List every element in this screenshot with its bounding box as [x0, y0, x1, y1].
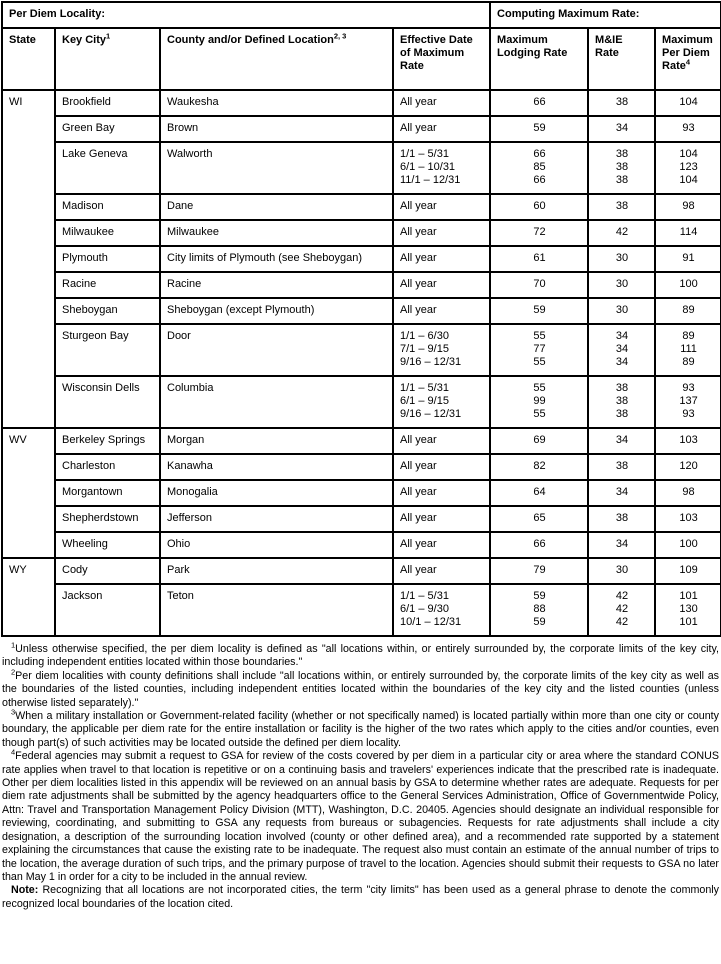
- note-label: Note:: [11, 884, 39, 897]
- effective-date-cell: [393, 480, 490, 506]
- key-city-cell: Brookfield: [55, 90, 160, 116]
- mie-rate-cell: [588, 558, 655, 584]
- lodging-rate-cell: [490, 480, 588, 506]
- per-diem-rate-cell-line: 104: [679, 148, 698, 160]
- county-cell: Waukesha: [160, 90, 393, 116]
- per-diem-rate-cell: [655, 142, 721, 194]
- county-cell: City limits of Plymouth (see Sheboygan): [160, 246, 393, 272]
- footnote-text: Per diem localities with county definitions shall include "all locations within, or entirely surrounded by, the corporate limits of the key city as well as the boundaries of the listed counties, including independent entities located within the boundaries of the key city and the listed counties (unless otherwise listed separately).": [2, 669, 719, 709]
- lodging-rate-cell-line: 60: [533, 200, 546, 212]
- lodging-rate-cell: [490, 376, 588, 428]
- column-header-max-per-diem: [655, 28, 721, 90]
- mie-rate-cell-line: 42: [615, 616, 629, 628]
- effective-date-cell-line: 1/1 – 5/31: [400, 382, 449, 394]
- county-cell: Columbia: [160, 376, 393, 428]
- document-page: [0, 1, 721, 964]
- effective-date-cell-line: All year: [400, 512, 437, 524]
- per-diem-rate-cell-line: 111: [680, 343, 697, 355]
- column-header-county: [160, 28, 393, 90]
- effective-date-cell-line: All year: [400, 564, 437, 576]
- lodging-rate-cell-line: 72: [533, 226, 546, 238]
- lodging-rate-cell-line: 66: [533, 148, 546, 160]
- county-cell: Sheboygan (except Plymouth): [160, 298, 393, 324]
- table-row: [2, 246, 721, 272]
- lodging-rate-cell: [490, 506, 588, 532]
- mie-rate-cell-line: 34: [615, 538, 629, 550]
- lodging-rate-cell-line: 88: [533, 603, 546, 615]
- per-diem-rate-cell-line: 100: [679, 278, 698, 290]
- mie-rate-cell-line: 34: [615, 486, 629, 498]
- per-diem-rate-cell: [655, 246, 721, 272]
- lodging-rate-cell-line: 65: [533, 512, 546, 524]
- effective-date-cell: [393, 324, 490, 376]
- table-row: [2, 116, 721, 142]
- note-paragraph: [2, 884, 719, 911]
- per-diem-rate-cell: [655, 376, 721, 428]
- lodging-rate-cell-line: 70: [533, 278, 546, 290]
- effective-date-cell-line: 6/1 – 10/31: [400, 161, 456, 173]
- effective-date-cell-line: 6/1 – 9/30: [400, 603, 449, 615]
- mie-rate-cell: [588, 532, 655, 558]
- effective-date-cell-line: All year: [400, 538, 437, 550]
- effective-date-cell-line: 6/1 – 9/15: [400, 395, 449, 407]
- mie-rate-cell-line: 38: [615, 408, 629, 420]
- lodging-rate-cell: [490, 454, 588, 480]
- mie-rate-cell: [588, 116, 655, 142]
- mie-rate-cell-line: 30: [615, 564, 629, 576]
- per-diem-rate-cell: [655, 428, 721, 454]
- per-diem-rate-cell-line: 98: [682, 200, 695, 212]
- table-header: [2, 2, 721, 90]
- per-diem-rate-cell-line: 100: [679, 538, 698, 550]
- table-body: [2, 90, 721, 636]
- effective-date-cell-line: 1/1 – 5/31: [400, 148, 449, 160]
- per-diem-rate-cell: [655, 558, 721, 584]
- key-city-cell: Sturgeon Bay: [55, 324, 160, 376]
- state-cell: WV: [2, 428, 55, 558]
- county-cell: Ohio: [160, 532, 393, 558]
- per-diem-rate-cell: [655, 506, 721, 532]
- county-cell: Brown: [160, 116, 393, 142]
- per-diem-rate-cell: [655, 220, 721, 246]
- mie-rate-cell-line: 38: [615, 161, 629, 173]
- per-diem-rate-cell: [655, 584, 721, 636]
- lodging-rate-cell: [490, 558, 588, 584]
- table-row: [2, 532, 721, 558]
- column-header-label: Maximum Per Diem Rate: [662, 34, 713, 72]
- mie-rate-cell: [588, 428, 655, 454]
- key-city-cell: Wheeling: [55, 532, 160, 558]
- per-diem-rate-cell: [655, 298, 721, 324]
- per-diem-rate-cell-line: 89: [682, 304, 695, 316]
- table-row: [2, 298, 721, 324]
- per-diem-rate-cell: [655, 454, 721, 480]
- computing-maximum-rate-header: Computing Maximum Rate:: [490, 2, 721, 28]
- per-diem-rate-cell: [655, 480, 721, 506]
- effective-date-cell-line: 1/1 – 5/31: [400, 590, 449, 602]
- lodging-rate-cell-line: 82: [533, 460, 546, 472]
- per-diem-rate-cell-line: 89: [682, 356, 695, 368]
- column-header-footnote-ref: 2, 3: [333, 31, 347, 41]
- footnote-number: 4: [11, 747, 16, 757]
- state-cell: WI: [2, 90, 55, 428]
- column-header-footnote-ref: 4: [685, 57, 691, 67]
- key-city-cell: Wisconsin Dells: [55, 376, 160, 428]
- effective-date-cell-line: 10/1 – 12/31: [400, 616, 462, 628]
- mie-rate-cell-line: 38: [615, 200, 629, 212]
- key-city-cell: Berkeley Springs: [55, 428, 160, 454]
- footnote-text: When a military installation or Government-related facility (whether or not specifically named) is located partially within more than one city or county boundary, the applicable per diem rate for the entire installation or facility is the higher of the two rates which apply to the cities and/or counties, even though part(s) of such activities may be located outside the defined per diem locality.: [2, 710, 719, 749]
- lodging-rate-cell-line: 55: [533, 356, 546, 368]
- column-header-max-lodging: [490, 28, 588, 90]
- effective-date-cell-line: All year: [400, 460, 437, 472]
- lodging-rate-cell: [490, 194, 588, 220]
- lodging-rate-cell: [490, 246, 588, 272]
- mie-rate-cell: [588, 90, 655, 116]
- lodging-rate-cell: [490, 584, 588, 636]
- lodging-rate-cell-line: 59: [533, 590, 546, 602]
- lodging-rate-cell-line: 59: [533, 304, 546, 316]
- key-city-cell: Cody: [55, 558, 160, 584]
- mie-rate-cell: [588, 142, 655, 194]
- effective-date-cell: [393, 220, 490, 246]
- mie-rate-cell-line: 42: [615, 226, 629, 238]
- per-diem-locality-header: Per Diem Locality:: [2, 2, 490, 28]
- lodging-rate-cell-line: 59: [533, 616, 546, 628]
- lodging-rate-cell-line: 77: [533, 343, 546, 355]
- lodging-rate-cell-line: 99: [533, 395, 546, 407]
- county-cell: Jefferson: [160, 506, 393, 532]
- per-diem-rate-cell-line: 114: [679, 226, 698, 238]
- mie-rate-cell-line: 34: [615, 356, 629, 368]
- lodging-rate-cell: [490, 90, 588, 116]
- per-diem-rate-cell-line: 103: [679, 512, 698, 524]
- table-row: [2, 194, 721, 220]
- key-city-cell: Sheboygan: [55, 298, 160, 324]
- mie-rate-cell-line: 34: [615, 330, 629, 342]
- mie-rate-cell-line: 38: [615, 96, 629, 108]
- lodging-rate-cell: [490, 272, 588, 298]
- per-diem-rate-cell: [655, 194, 721, 220]
- table-row: [2, 220, 721, 246]
- effective-date-cell-line: All year: [400, 200, 437, 212]
- lodging-rate-cell: [490, 116, 588, 142]
- mie-rate-cell-line: 38: [615, 148, 629, 160]
- table-row: [2, 584, 721, 636]
- mie-rate-cell-line: 30: [615, 278, 629, 290]
- per-diem-rate-cell-line: 123: [679, 161, 698, 173]
- lodging-rate-cell: [490, 324, 588, 376]
- per-diem-rate-cell: [655, 324, 721, 376]
- per-diem-rate-cell-line: 89: [682, 330, 695, 342]
- effective-date-cell-line: All year: [400, 486, 437, 498]
- effective-date-cell-line: All year: [400, 96, 437, 108]
- effective-date-cell: [393, 428, 490, 454]
- lodging-rate-cell-line: 69: [533, 434, 546, 446]
- lodging-rate-cell: [490, 220, 588, 246]
- lodging-rate-cell: [490, 532, 588, 558]
- county-cell: Door: [160, 324, 393, 376]
- county-cell: Dane: [160, 194, 393, 220]
- lodging-rate-cell-line: 85: [533, 161, 546, 173]
- mie-rate-cell-line: 38: [615, 395, 629, 407]
- key-city-cell: Racine: [55, 272, 160, 298]
- mie-rate-cell: [588, 376, 655, 428]
- mie-rate-cell-line: 30: [615, 304, 629, 316]
- key-city-cell: Jackson: [55, 584, 160, 636]
- column-header-row: [2, 28, 721, 90]
- effective-date-cell-line: 9/16 – 12/31: [400, 356, 462, 368]
- per-diem-rate-cell-line: 93: [682, 408, 695, 420]
- key-city-cell: Charleston: [55, 454, 160, 480]
- per-diem-rate-cell: [655, 90, 721, 116]
- mie-rate-cell-line: 42: [615, 590, 629, 602]
- table-row: [2, 480, 721, 506]
- mie-rate-cell: [588, 584, 655, 636]
- lodging-rate-cell: [490, 428, 588, 454]
- mie-rate-cell: [588, 246, 655, 272]
- key-city-cell: Green Bay: [55, 116, 160, 142]
- effective-date-cell-line: All year: [400, 122, 437, 134]
- effective-date-cell-line: All year: [400, 252, 437, 264]
- state-cell: WY: [2, 558, 55, 636]
- effective-date-cell: [393, 584, 490, 636]
- per-diem-rate-cell-line: 104: [679, 96, 698, 108]
- column-header-label: Key City: [62, 34, 107, 46]
- table-row: [2, 506, 721, 532]
- effective-date-cell-line: 11/1 – 12/31: [400, 174, 461, 186]
- footnote-text: Unless otherwise specified, the per diem locality is defined as "all locations within, or entirely surrounded by, the corporate limits of the key city, including independent entities located within those boundaries.": [2, 643, 719, 669]
- key-city-cell: Morgantown: [55, 480, 160, 506]
- table-row: [2, 428, 721, 454]
- per-diem-rate-cell-line: 93: [682, 382, 695, 394]
- per-diem-rate-cell-line: 101: [679, 590, 698, 602]
- effective-date-cell-line: 9/16 – 12/31: [400, 408, 462, 420]
- lodging-rate-cell-line: 59: [533, 122, 546, 134]
- per-diem-rate-cell: [655, 272, 721, 298]
- key-city-cell: Lake Geneva: [55, 142, 160, 194]
- table-row: [2, 324, 721, 376]
- per-diem-rate-cell-line: 91: [682, 252, 695, 264]
- mie-rate-cell: [588, 480, 655, 506]
- mie-rate-cell-line: 34: [615, 434, 629, 446]
- effective-date-cell: [393, 376, 490, 428]
- mie-rate-cell: [588, 324, 655, 376]
- lodging-rate-cell-line: 66: [533, 538, 546, 550]
- county-cell: Park: [160, 558, 393, 584]
- lodging-rate-cell-line: 61: [533, 252, 546, 264]
- footnote-paragraph: [2, 640, 719, 670]
- mie-rate-cell: [588, 220, 655, 246]
- per-diem-rate-cell-line: 93: [682, 122, 695, 134]
- footnote-paragraph: [2, 747, 719, 884]
- effective-date-cell: [393, 246, 490, 272]
- footnotes-section: [0, 637, 721, 911]
- effective-date-cell-line: All year: [400, 226, 437, 238]
- county-cell: Teton: [160, 584, 393, 636]
- footnote-paragraph: [2, 707, 719, 750]
- mie-rate-cell-line: 34: [615, 343, 629, 355]
- per-diem-rate-cell-line: 109: [679, 564, 698, 576]
- lodging-rate-cell-line: 79: [533, 564, 546, 576]
- per-diem-rate-table: [1, 1, 721, 637]
- county-cell: Kanawha: [160, 454, 393, 480]
- effective-date-cell-line: 7/1 – 9/15: [400, 343, 449, 355]
- effective-date-cell: [393, 116, 490, 142]
- column-header-mie-rate: [588, 28, 655, 90]
- table-row: [2, 558, 721, 584]
- county-cell: Milwaukee: [160, 220, 393, 246]
- per-diem-rate-cell-line: 120: [679, 460, 698, 472]
- lodging-rate-cell: [490, 142, 588, 194]
- mie-rate-cell-line: 38: [615, 460, 629, 472]
- county-cell: Monogalia: [160, 480, 393, 506]
- mie-rate-cell: [588, 454, 655, 480]
- column-header-label: Maximum Lodging Rate: [497, 34, 568, 59]
- key-city-cell: Shepherdstown: [55, 506, 160, 532]
- effective-date-cell: [393, 558, 490, 584]
- mie-rate-cell: [588, 272, 655, 298]
- column-header-label: Effective Date of Maximum Rate: [400, 34, 473, 72]
- table-row: [2, 142, 721, 194]
- key-city-cell: Madison: [55, 194, 160, 220]
- lodging-rate-cell-line: 55: [533, 330, 546, 342]
- mie-rate-cell-line: 38: [615, 382, 629, 394]
- county-cell: Racine: [160, 272, 393, 298]
- effective-date-cell-line: All year: [400, 304, 437, 316]
- per-diem-rate-cell-line: 130: [679, 603, 698, 615]
- mie-rate-cell-line: 30: [615, 252, 629, 264]
- footnote-paragraph: [2, 667, 719, 710]
- effective-date-cell: [393, 454, 490, 480]
- per-diem-rate-cell-line: 104: [679, 174, 698, 186]
- lodging-rate-cell-line: 66: [533, 174, 546, 186]
- column-header-footnote-ref: 1: [106, 31, 111, 41]
- column-header-label: M&IE Rate: [595, 34, 623, 59]
- per-diem-rate-cell: [655, 116, 721, 142]
- lodging-rate-cell-line: 55: [533, 382, 546, 394]
- mie-rate-cell: [588, 298, 655, 324]
- mie-rate-cell-line: 38: [615, 512, 629, 524]
- footnote-number: 1: [11, 640, 16, 650]
- column-header-effective-date: [393, 28, 490, 90]
- footnote-text: Federal agencies may submit a request to GSA for review of the costs covered by per diem in a particular city or area where the standard CONUS rate applies when travel to that location is repetitive or on a continuing basis and travelers' experiences indicate that the prescribed rate is inadequate. Other per diem localities listed in this appendix will be reviewed on an annual basis by GSA to determine whether rates are adequate. Requests for per diem rate adjustments shall be submitted by the agency headquarters office to the General Services Administration, Office of Governmentwide Policy, Attn: Travel and Transportation Management Policy Division (MTT), Washington, D.C. 20405. Agencies should designate an individual responsible for reviewing, coordinating, and submitting to GSA any requests from bureaus or subagencies. Requests for rate adjustments shall include a city designation, a description of the surrounding location involved (county or other defined area), and a recommended rate supported by a statement explaining the circumstances that cause the existing rate to be inadequate. The request also must contain an estimate of the annual number of trips to the location, the average duration of such trips, and the primary purpose of travel to the location. Agencies should submit their requests to GSA no later than May 1 in order for a city to be included in the annual review.: [2, 750, 719, 883]
- county-cell: Morgan: [160, 428, 393, 454]
- key-city-cell: Plymouth: [55, 246, 160, 272]
- effective-date-cell-line: All year: [400, 434, 437, 446]
- mie-rate-cell-line: 42: [615, 603, 629, 615]
- lodging-rate-cell: [490, 298, 588, 324]
- column-header-key-city: [55, 28, 160, 90]
- mie-rate-cell-line: 38: [615, 174, 629, 186]
- lodging-rate-cell-line: 55: [533, 408, 546, 420]
- table-row: [2, 272, 721, 298]
- column-header-label: State: [9, 34, 36, 46]
- mie-rate-cell-line: 34: [615, 122, 629, 134]
- effective-date-cell-line: 1/1 – 6/30: [400, 330, 449, 342]
- note-text: Recognizing that all locations are not incorporated cities, the term "city limits" has been used as a general phrase to denote the commonly recognized local boundaries of the location cited.: [2, 884, 719, 910]
- per-diem-rate-cell-line: 103: [679, 434, 698, 446]
- lodging-rate-cell-line: 64: [533, 486, 546, 498]
- table-row: [2, 376, 721, 428]
- per-diem-rate-cell: [655, 532, 721, 558]
- effective-date-cell: [393, 194, 490, 220]
- effective-date-cell: [393, 142, 490, 194]
- key-city-cell: Milwaukee: [55, 220, 160, 246]
- footnote-number: 2: [11, 667, 16, 677]
- per-diem-rate-cell-line: 101: [679, 616, 698, 628]
- table-row: [2, 454, 721, 480]
- effective-date-cell: [393, 298, 490, 324]
- column-header-label: County and/or Defined Location: [167, 34, 334, 46]
- table-row: [2, 90, 721, 116]
- column-header-state: [2, 28, 55, 90]
- per-diem-rate-cell-line: 98: [682, 486, 695, 498]
- per-diem-rate-cell-line: 137: [679, 395, 698, 407]
- effective-date-cell: [393, 506, 490, 532]
- group-header-row: [2, 2, 721, 28]
- mie-rate-cell: [588, 506, 655, 532]
- footnote-number: 3: [11, 707, 16, 717]
- effective-date-cell: [393, 90, 490, 116]
- effective-date-cell-line: All year: [400, 278, 437, 290]
- county-cell: Walworth: [160, 142, 393, 194]
- mie-rate-cell: [588, 194, 655, 220]
- effective-date-cell: [393, 532, 490, 558]
- lodging-rate-cell-line: 66: [533, 96, 546, 108]
- effective-date-cell: [393, 272, 490, 298]
